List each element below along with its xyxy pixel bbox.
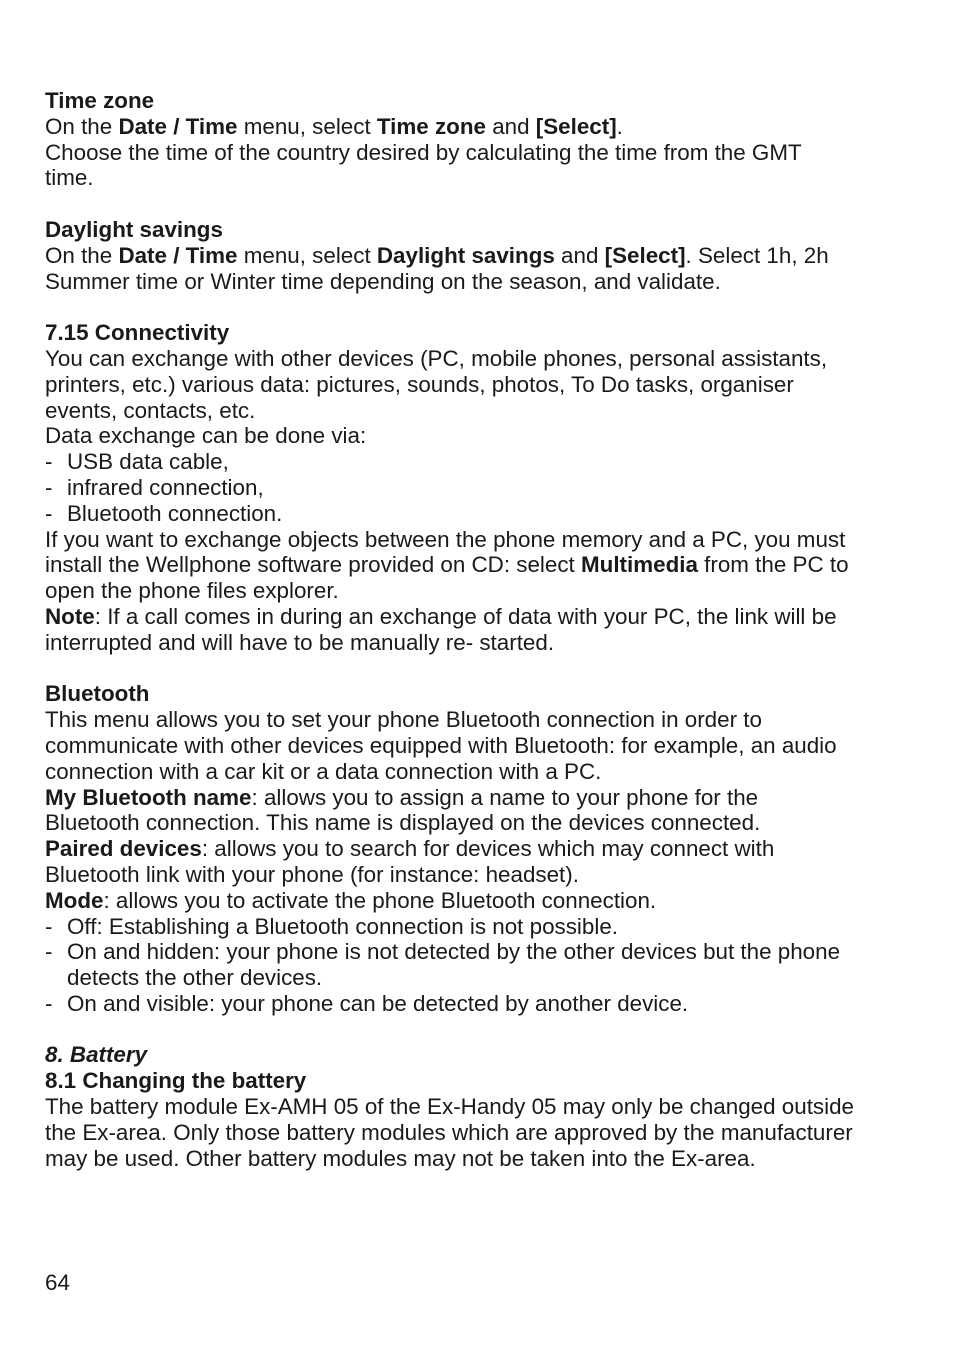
spacer [45, 294, 875, 320]
connectivity-line-7: open the phone files explorer. [45, 578, 339, 604]
text: : allows you to activate the phone Bluetooth connection. [103, 887, 657, 913]
list-item-text: Off: Establishing a Bluetooth connection is not possible. [67, 913, 618, 939]
battery-line-3: may be used. Other battery modules may not be taken into the Ex-area. [45, 1145, 756, 1171]
paired-devices-line-1 [45, 836, 875, 862]
text: and [485, 113, 536, 139]
section-connectivity [45, 320, 875, 655]
bullet-dash: - [45, 474, 53, 500]
note-line-1 [45, 604, 875, 630]
list-item [45, 991, 875, 1017]
text: : allows you to search for devices which may connect with [201, 836, 775, 862]
text: : If a call comes in during an exchange of data with your PC, the link will be [94, 603, 837, 629]
connectivity-line-3: events, contacts, etc. [45, 397, 256, 423]
spacer [45, 1017, 875, 1043]
list-item [45, 501, 875, 527]
paired-devices-line-2: Bluetooth link with your phone (for instance: headset). [45, 861, 579, 887]
select-key: [Select] [604, 242, 686, 268]
time-zone-heading: Time zone [45, 88, 155, 113]
bullet-dash: - [45, 939, 53, 965]
time-zone-line-2: Choose the time of the country desired by calculating the time from the GMT [45, 139, 802, 165]
connectivity-line-5: If you want to exchange objects between the phone memory and a PC, you must [45, 526, 846, 552]
connectivity-line-2: printers, etc.) various data: pictures, sounds, photos, To Do tasks, organiser [45, 371, 794, 397]
list-item [45, 939, 875, 965]
bullet-dash: - [45, 913, 53, 939]
bullet-dash: - [45, 449, 53, 475]
list-item [45, 449, 875, 475]
bluetooth-line-1: This menu allows you to set your phone Bluetooth connection in order to [45, 707, 762, 733]
text: and [554, 242, 605, 268]
page-content [45, 88, 875, 1171]
spacer [45, 656, 875, 682]
bluetooth-line-2: communicate with other devices equipped with Bluetooth: for example, an audio [45, 732, 837, 758]
spacer [45, 191, 875, 217]
text: . Select 1h, 2h [685, 242, 829, 268]
text: menu, select [237, 242, 377, 268]
bluetooth-name-line-1 [45, 785, 875, 811]
bluetooth-name-label: My Bluetooth name [45, 784, 252, 810]
text: install the Wellphone software provided on CD: select [45, 552, 581, 578]
connectivity-line-4: Data exchange can be done via: [45, 423, 367, 449]
multimedia-term: Multimedia [581, 552, 698, 578]
select-key: [Select] [535, 113, 617, 139]
connectivity-heading: 7.15 Connectivity [45, 320, 230, 346]
bluetooth-name-line-2: Bluetooth connection. This name is displayed on the devices connected. [45, 810, 761, 836]
list-item-text: On and hidden: your phone is not detected by the other devices but the phone [67, 939, 841, 965]
section-time-zone [45, 88, 875, 191]
section-bluetooth [45, 681, 875, 1016]
daylight-heading: Daylight savings [45, 216, 223, 242]
battery-section-heading: 8. Battery [45, 1042, 148, 1068]
battery-line-1: The battery module Ex-AMH 05 of the Ex-Handy 05 may only be changed outside [45, 1094, 854, 1120]
list-item-continuation: detects the other devices. [67, 965, 323, 991]
section-battery [45, 1042, 875, 1171]
mode-line [45, 888, 875, 914]
list-item-text: USB data cable, [67, 449, 229, 475]
connectivity-line-1: You can exchange with other devices (PC, mobile phones, personal assistants, [45, 345, 828, 371]
text: On the [45, 113, 119, 139]
bluetooth-heading: Bluetooth [45, 681, 150, 707]
text: On the [45, 242, 119, 268]
option-name: Daylight savings [376, 242, 555, 268]
list-item-text: On and visible: your phone can be detected by another device. [67, 990, 689, 1016]
text: : allows you to assign a name to your phone for the [251, 784, 759, 810]
text: from the PC to [697, 552, 849, 578]
page-number: 64 [45, 1270, 70, 1295]
list-item-text: infrared connection, [67, 474, 264, 500]
bullet-dash: - [45, 500, 53, 526]
text: . [616, 113, 623, 139]
paired-devices-label: Paired devices [45, 836, 202, 862]
changing-battery-heading: 8.1 Changing the battery [45, 1068, 307, 1094]
bluetooth-line-3: connection with a car kit or a data connection with a PC. [45, 758, 602, 784]
note-label: Note [45, 603, 95, 629]
list-item-text: Bluetooth connection. [67, 500, 283, 526]
note-line-2: interrupted and will have to be manually re- started. [45, 629, 555, 655]
menu-name: Date / Time [118, 113, 238, 139]
time-zone-line-1 [45, 114, 875, 140]
mode-label: Mode [45, 887, 104, 913]
option-name: Time zone [376, 113, 486, 139]
battery-line-2: the Ex-area. Only those battery modules which are approved by the manufacturer [45, 1119, 853, 1145]
list-item [45, 475, 875, 501]
daylight-line-1 [45, 243, 875, 269]
time-zone-line-3: time. [45, 165, 94, 191]
daylight-line-2: Summer time or Winter time depending on the season, and validate. [45, 268, 721, 294]
connectivity-line-6 [45, 552, 875, 578]
section-daylight-savings [45, 217, 875, 294]
bullet-dash: - [45, 990, 53, 1016]
list-item [45, 914, 875, 940]
text: menu, select [237, 113, 377, 139]
menu-name: Date / Time [118, 242, 238, 268]
